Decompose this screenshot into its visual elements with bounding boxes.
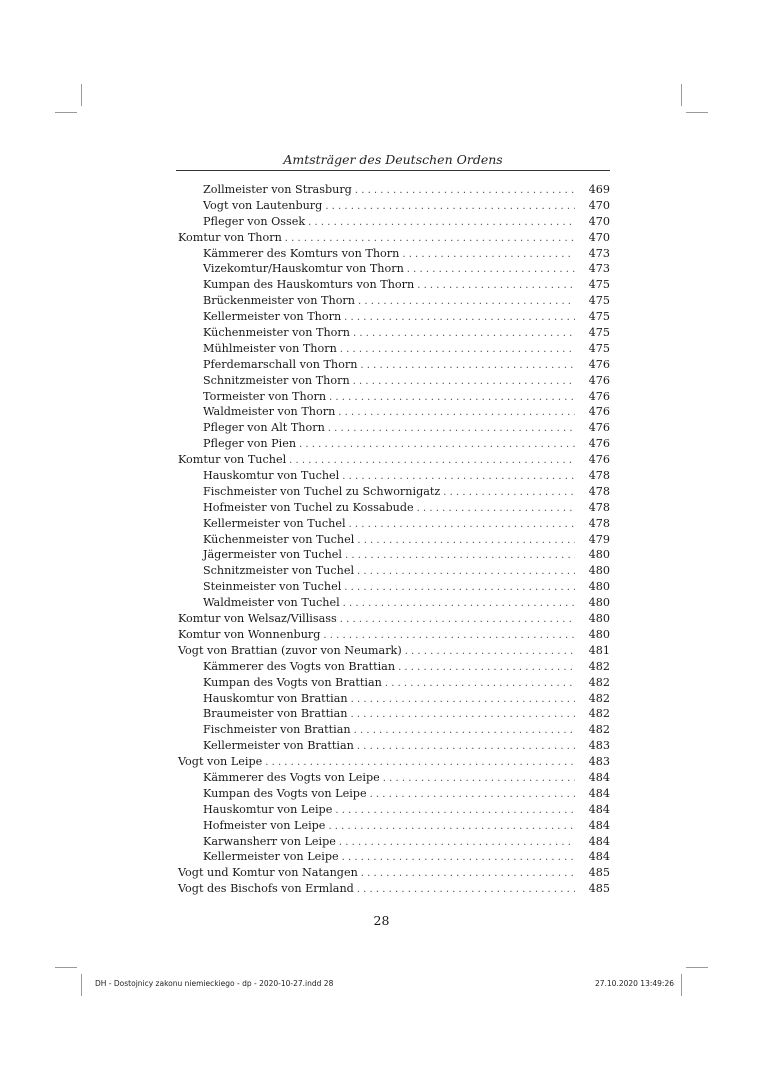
toc-entry — [178, 341, 610, 357]
toc-entry — [178, 468, 610, 484]
toc-entry-page: 473 — [588, 246, 610, 260]
toc-entry — [178, 849, 610, 865]
toc-dot-leader — [328, 819, 575, 835]
toc-entry — [178, 611, 610, 627]
toc-entry-page: 484 — [588, 786, 610, 800]
toc-entry-page: 482 — [588, 675, 610, 689]
toc-entry — [178, 182, 610, 198]
toc-entry-page: 482 — [588, 707, 610, 721]
toc-entry-page: 476 — [588, 373, 610, 387]
crop-mark — [686, 967, 708, 968]
toc-entry-page: 482 — [588, 691, 610, 705]
header-rule — [176, 170, 610, 171]
toc-entry-title: Hauskomtur von Tuchel — [203, 469, 340, 483]
toc-entry — [178, 563, 610, 579]
toc-entry — [178, 770, 610, 786]
crop-mark — [686, 112, 708, 113]
toc-dot-leader — [344, 580, 575, 596]
toc-entry-title: Jägermeister von Tuchel — [203, 548, 343, 562]
toc-entry-page: 478 — [588, 516, 610, 530]
toc-dot-leader — [353, 326, 575, 342]
print-slug-timestamp: 27.10.2020 13:49:26 — [594, 979, 674, 988]
toc-entry-title: Kumpan des Vogts von Leipe — [203, 786, 367, 800]
toc-entry-page: 483 — [588, 755, 610, 769]
toc-dot-leader — [328, 421, 575, 437]
toc-dot-leader — [340, 612, 575, 628]
toc-entry-title: Kämmerer des Vogts von Brattian — [203, 659, 396, 673]
toc-dot-leader — [349, 517, 575, 533]
toc-entry-page: 480 — [588, 548, 610, 562]
toc-entry-title: Vogt von Leipe — [178, 755, 263, 769]
toc-dot-leader — [407, 262, 575, 278]
toc-dot-leader — [335, 803, 575, 819]
toc-entry — [178, 865, 610, 881]
toc-entry-title: Tormeister von Thorn — [203, 389, 327, 403]
toc-entry — [178, 802, 610, 818]
toc-entry — [178, 627, 610, 643]
toc-entry-title: Karwansherr von Leipe — [203, 834, 336, 848]
toc-entry — [178, 436, 610, 452]
toc-entry-page: 484 — [588, 770, 610, 784]
toc-dot-leader — [342, 469, 575, 485]
toc-entry — [178, 452, 610, 468]
toc-dot-leader — [353, 374, 575, 390]
toc-entry — [178, 277, 610, 293]
toc-entry-page: 473 — [588, 262, 610, 276]
toc-entry — [178, 516, 610, 532]
toc-entry-title: Brückenmeister von Thorn — [203, 294, 355, 308]
toc-entry-title: Pfleger von Pien — [203, 437, 297, 451]
toc-entry-title: Pfleger von Ossek — [203, 214, 306, 228]
toc-dot-leader — [357, 564, 575, 580]
toc-entry-page: 478 — [588, 484, 610, 498]
toc-dot-leader — [285, 231, 575, 247]
toc-dot-leader — [344, 310, 575, 326]
toc-entry — [178, 293, 610, 309]
toc-dot-leader — [383, 771, 575, 787]
toc-entry-title: Steinmeister von Tuchel — [203, 580, 342, 594]
toc-dot-leader — [370, 787, 575, 803]
toc-entry-title: Zollmeister von Strasburg — [203, 183, 352, 196]
toc-entry-page: 475 — [588, 310, 610, 324]
toc-entry — [178, 484, 610, 500]
toc-entry-page: 482 — [588, 659, 610, 673]
toc-entry — [178, 309, 610, 325]
toc-entry-page: 479 — [588, 532, 610, 546]
toc-entry-page: 484 — [588, 818, 610, 832]
toc-entry-page: 475 — [588, 294, 610, 308]
toc-entry — [178, 214, 610, 230]
toc-entry-title: Braumeister von Brattian — [203, 707, 348, 721]
toc-entry-page: 476 — [588, 421, 610, 435]
toc-entry-page: 481 — [588, 643, 610, 657]
toc-dot-leader — [405, 644, 575, 660]
toc-entry-title: Komtur von Thorn — [178, 230, 282, 244]
toc-dot-leader — [323, 628, 575, 644]
toc-entry-title: Vogt von Lautenburg — [203, 198, 323, 212]
toc-entry-title: Hauskomtur von Brattian — [203, 691, 348, 705]
toc-entry — [178, 246, 610, 262]
table-of-contents — [178, 182, 610, 897]
toc-dot-leader — [358, 294, 575, 310]
toc-dot-leader — [443, 485, 575, 501]
toc-entry-page: 476 — [588, 389, 610, 403]
toc-entry-title: Pfleger von Alt Thorn — [203, 421, 325, 435]
toc-entry — [178, 373, 610, 389]
toc-entry-page: 478 — [588, 500, 610, 514]
toc-entry-title: Hauskomtur von Leipe — [203, 802, 333, 816]
toc-entry-page: 476 — [588, 437, 610, 451]
toc-entry-page: 480 — [588, 596, 610, 610]
toc-entry-title: Kämmerer des Vogts von Leipe — [203, 770, 380, 784]
toc-entry-title: Kellermeister von Leipe — [203, 850, 339, 864]
toc-entry-page: 470 — [588, 214, 610, 228]
toc-entry — [178, 357, 610, 373]
toc-entry-page: 485 — [588, 882, 610, 896]
toc-dot-leader — [289, 453, 575, 469]
toc-dot-leader — [417, 278, 575, 294]
crop-mark — [55, 112, 77, 113]
toc-entry-title: Waldmeister von Tuchel — [203, 596, 340, 610]
toc-entry — [178, 579, 610, 595]
toc-entry-page: 476 — [588, 453, 610, 467]
toc-entry-title: Vogt und Komtur von Natangen — [178, 866, 358, 880]
toc-entry — [178, 261, 610, 277]
toc-entry-title: Fischmeister von Brattian — [203, 723, 351, 737]
toc-entry — [178, 500, 610, 516]
toc-entry — [178, 643, 610, 659]
toc-dot-leader — [340, 342, 575, 358]
toc-entry-title: Komtur von Wonnenburg — [178, 627, 321, 641]
toc-entry — [178, 691, 610, 707]
toc-entry-title: Kellermeister von Brattian — [203, 739, 354, 753]
toc-dot-leader — [357, 533, 575, 549]
toc-entry-page: 484 — [588, 834, 610, 848]
toc-dot-leader — [361, 866, 575, 882]
toc-entry-page: 470 — [588, 230, 610, 244]
toc-dot-leader — [357, 882, 575, 898]
toc-entry-title: Hofmeister von Tuchel zu Kossabude — [203, 500, 414, 514]
toc-dot-leader — [360, 358, 575, 374]
toc-dot-leader — [355, 183, 575, 199]
toc-entry-title: Kämmerer des Komturs von Thorn — [203, 246, 400, 260]
toc-dot-leader — [299, 437, 575, 453]
toc-entry-title: Schnitzmeister von Thorn — [203, 373, 350, 387]
toc-entry — [178, 786, 610, 802]
toc-entry — [178, 818, 610, 834]
toc-dot-leader — [265, 755, 575, 771]
toc-entry-page: 480 — [588, 580, 610, 594]
toc-entry-page: 480 — [588, 627, 610, 641]
toc-entry — [178, 659, 610, 675]
toc-entry-page: 476 — [588, 405, 610, 419]
toc-entry-title: Fischmeister von Tuchel zu Schwornigatz — [203, 484, 441, 498]
toc-dot-leader — [308, 215, 575, 231]
toc-entry — [178, 675, 610, 691]
toc-entry-title: Schnitzmeister von Tuchel — [203, 564, 355, 578]
toc-dot-leader — [329, 390, 575, 406]
toc-entry-page: 475 — [588, 278, 610, 292]
toc-entry-title: Mühlmeister von Thorn — [203, 341, 337, 355]
crop-mark — [81, 974, 82, 996]
toc-entry — [178, 325, 610, 341]
toc-entry — [178, 230, 610, 246]
toc-entry-page: 476 — [588, 357, 610, 371]
toc-entry-title: Vogt von Brattian (zuvor von Neumark) — [178, 643, 402, 657]
toc-entry-title: Waldmeister von Thorn — [203, 405, 336, 419]
crop-mark — [681, 974, 682, 996]
crop-mark — [55, 967, 77, 968]
toc-entry-title: Kellermeister von Tuchel — [203, 516, 346, 530]
toc-entry-page: 485 — [588, 866, 610, 880]
toc-dot-leader — [385, 676, 575, 692]
toc-entry-page: 475 — [588, 341, 610, 355]
toc-dot-leader — [417, 501, 575, 517]
toc-dot-leader — [338, 405, 575, 421]
toc-entry-title: Vizekomtur/Hauskomtur von Thorn — [203, 262, 404, 276]
toc-entry-page: 475 — [588, 326, 610, 340]
toc-entry-title: Komtur von Welsaz/Villisass — [178, 612, 337, 626]
running-head: Amtsträger des Deutschen Ordens — [283, 152, 503, 167]
toc-entry-page: 484 — [588, 802, 610, 816]
toc-entry — [178, 706, 610, 722]
print-slug-file: DH - Dostojnicy zakonu niemieckiego - dp - 2020-10-27.indd 28 — [95, 979, 334, 988]
toc-entry — [178, 738, 610, 754]
toc-dot-leader — [343, 596, 575, 612]
toc-dot-leader — [398, 660, 575, 676]
toc-entry — [178, 881, 610, 897]
toc-entry — [178, 198, 610, 214]
toc-dot-leader — [351, 707, 575, 723]
toc-entry-title: Vogt des Bischofs von Ermland — [178, 882, 354, 896]
toc-entry-title: Hofmeister von Leipe — [203, 818, 326, 832]
crop-mark — [81, 84, 82, 106]
toc-dot-leader — [339, 835, 575, 851]
toc-entry — [178, 834, 610, 850]
toc-entry-page: 484 — [588, 850, 610, 864]
toc-entry — [178, 389, 610, 405]
toc-entry — [178, 722, 610, 738]
toc-dot-leader — [342, 850, 575, 866]
toc-entry-title: Kellermeister von Thorn — [203, 310, 342, 324]
toc-dot-leader — [345, 548, 575, 564]
toc-entry-title: Komtur von Tuchel — [178, 453, 287, 467]
toc-dot-leader — [357, 739, 575, 755]
toc-entry-page: 469 — [588, 183, 610, 196]
toc-entry-page: 478 — [588, 469, 610, 483]
toc-entry — [178, 547, 610, 563]
toc-entry-title: Pferdemarschall von Thorn — [203, 357, 358, 371]
toc-entry-page: 470 — [588, 198, 610, 212]
toc-entry — [178, 404, 610, 420]
toc-entry-page: 480 — [588, 564, 610, 578]
toc-entry — [178, 420, 610, 436]
toc-dot-leader — [325, 199, 575, 215]
toc-entry-page: 483 — [588, 739, 610, 753]
toc-entry-title: Kumpan des Hauskomturs von Thorn — [203, 278, 415, 292]
crop-mark — [681, 84, 682, 106]
toc-entry — [178, 754, 610, 770]
toc-dot-leader — [402, 247, 575, 263]
toc-dot-leader — [354, 723, 575, 739]
toc-entry — [178, 532, 610, 548]
toc-entry-page: 482 — [588, 723, 610, 737]
page-number: 28 — [373, 913, 390, 928]
toc-dot-leader — [351, 692, 575, 708]
toc-entry-title: Küchenmeister von Tuchel — [203, 532, 355, 546]
toc-entry — [178, 595, 610, 611]
toc-entry-page: 480 — [588, 612, 610, 626]
toc-entry-title: Küchenmeister von Thorn — [203, 326, 350, 340]
toc-entry-title: Kumpan des Vogts von Brattian — [203, 675, 382, 689]
